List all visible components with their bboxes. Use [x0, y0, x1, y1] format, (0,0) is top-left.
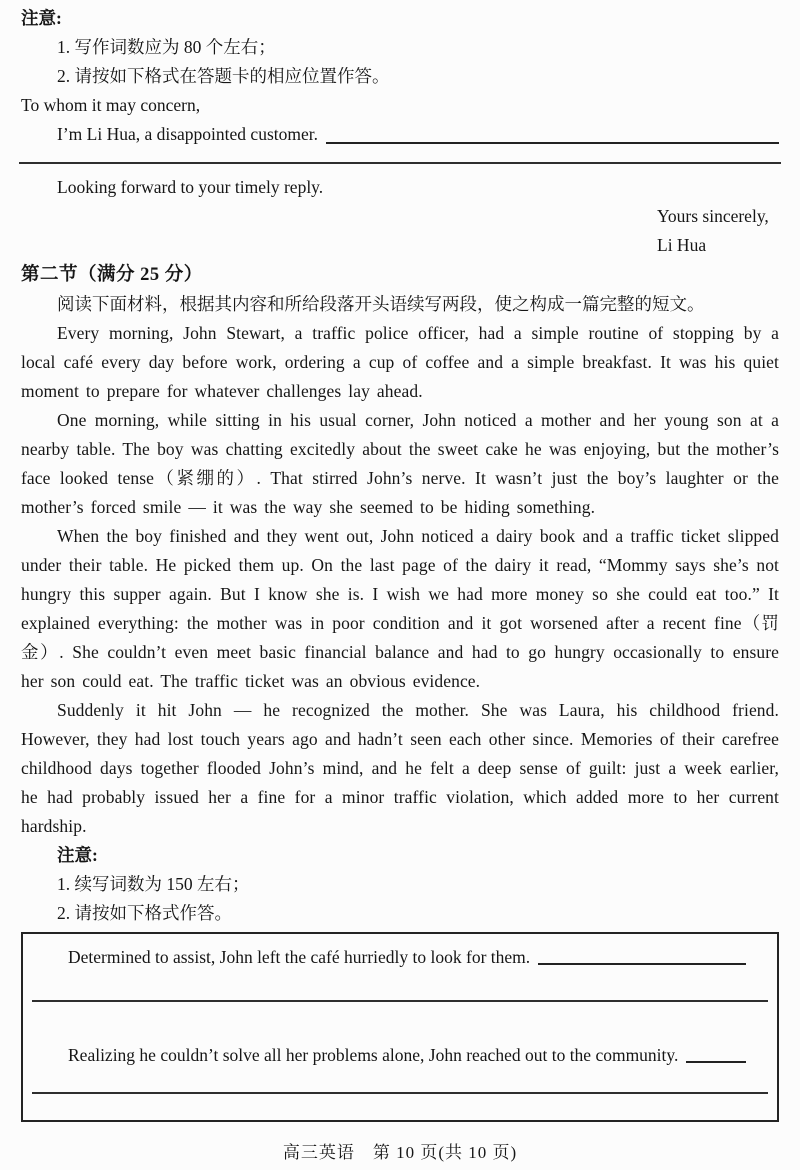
answer-format-box [21, 932, 779, 1122]
note-item-format: 2. 请按如下格式在答题卡的相应位置作答。 [57, 66, 390, 86]
section2-heading: 第二节（满分 25 分） [21, 265, 203, 285]
letter-opening-text: I’m Li Hua, a disappointed customer. [57, 124, 318, 144]
notes2-title: 注意: [57, 845, 98, 865]
letter-opening-row [21, 120, 779, 149]
story-paragraph: Suddenly it hit John — he recognized the mother. She was Laura, his childhood friend. However, they had lost touch years ago and hadn’t seen each other since. Memories of their carefree childhood days together flooded John’s mind, and he felt a deep sense of guilt: just a week earlier, he had probably issued her a fine for a minor traffic violation, which added more to her current hardship. [21, 700, 779, 836]
story-paragraph: One morning, while sitting in his usual corner, John noticed a mother and her young son at a nearby table. The boy was chatting excitedly about the sweet cake he was enjoying, but the mother’s face looked tense（紧绷的）. That stirred John’s nerve. It wasn’t just the boy’s laughter or the mother’s forced smile — it was the way she seemed to be hiding something. [21, 410, 779, 517]
story-paragraph: Every morning, John Stewart, a traffic police officer, had a simple routine of stopping by a local café every day before work, ordering a cup of coffee and a simple breakfast. It was his quiet moment to prepare for whatever challenges lay ahead. [21, 323, 779, 401]
answer-blank-line [686, 1061, 746, 1063]
note-item-continuation-format: 2. 请按如下格式作答。 [57, 903, 232, 923]
story-paragraph: When the boy finished and they went out, John noticed a dairy book and a traffic ticket slipped under their table. He picked them up. On the last page of the dairy it read, “Mommy says she’s not hungry this supper again. But I know she is. I wish we had more money so she could eat too.” It explained everything: the mother was in poor condition and it got worsened after a recent fine（罚金）. She couldn’t even meet basic financial balance and had to go hungry occasionally to ensure her son could eat. The traffic ticket was an obvious evidence. [21, 526, 779, 691]
letter-signature: Li Hua [657, 235, 707, 255]
divider-line [19, 162, 781, 164]
answer-blank-line [538, 963, 746, 965]
answer-blank-line [326, 142, 779, 144]
letter-signoff: Yours sincerely, [657, 206, 769, 226]
letter-closing-line: Looking forward to your timely reply. [57, 177, 324, 197]
letter-signoff-block [657, 202, 779, 260]
page-footer: 高三英语 第 10 页(共 10 页) [282, 1143, 518, 1162]
letter-salutation: To whom it may concern, [21, 95, 201, 115]
writing-line [32, 1000, 768, 1002]
continuation-para2-lead: Realizing he couldn’t solve all her problems alone, John reached out to the community. [68, 1045, 679, 1065]
writing-line [32, 1092, 768, 1094]
continuation-para1-lead: Determined to assist, John left the café hurriedly to look for them. [68, 947, 531, 967]
continuation-para2-row [32, 1042, 768, 1068]
section2-instruction: 阅读下面材料，根据其内容和所给段落开头语续写两段，使之构成一篇完整的短文。 [57, 294, 705, 314]
continuation-para1-row [32, 944, 768, 970]
notes-title: 注意: [21, 8, 62, 28]
note-item-word-count: 1. 写作词数应为 80 个左右； [57, 37, 276, 57]
note-item-continuation-count: 1. 续写词数为 150 左右； [57, 874, 250, 894]
